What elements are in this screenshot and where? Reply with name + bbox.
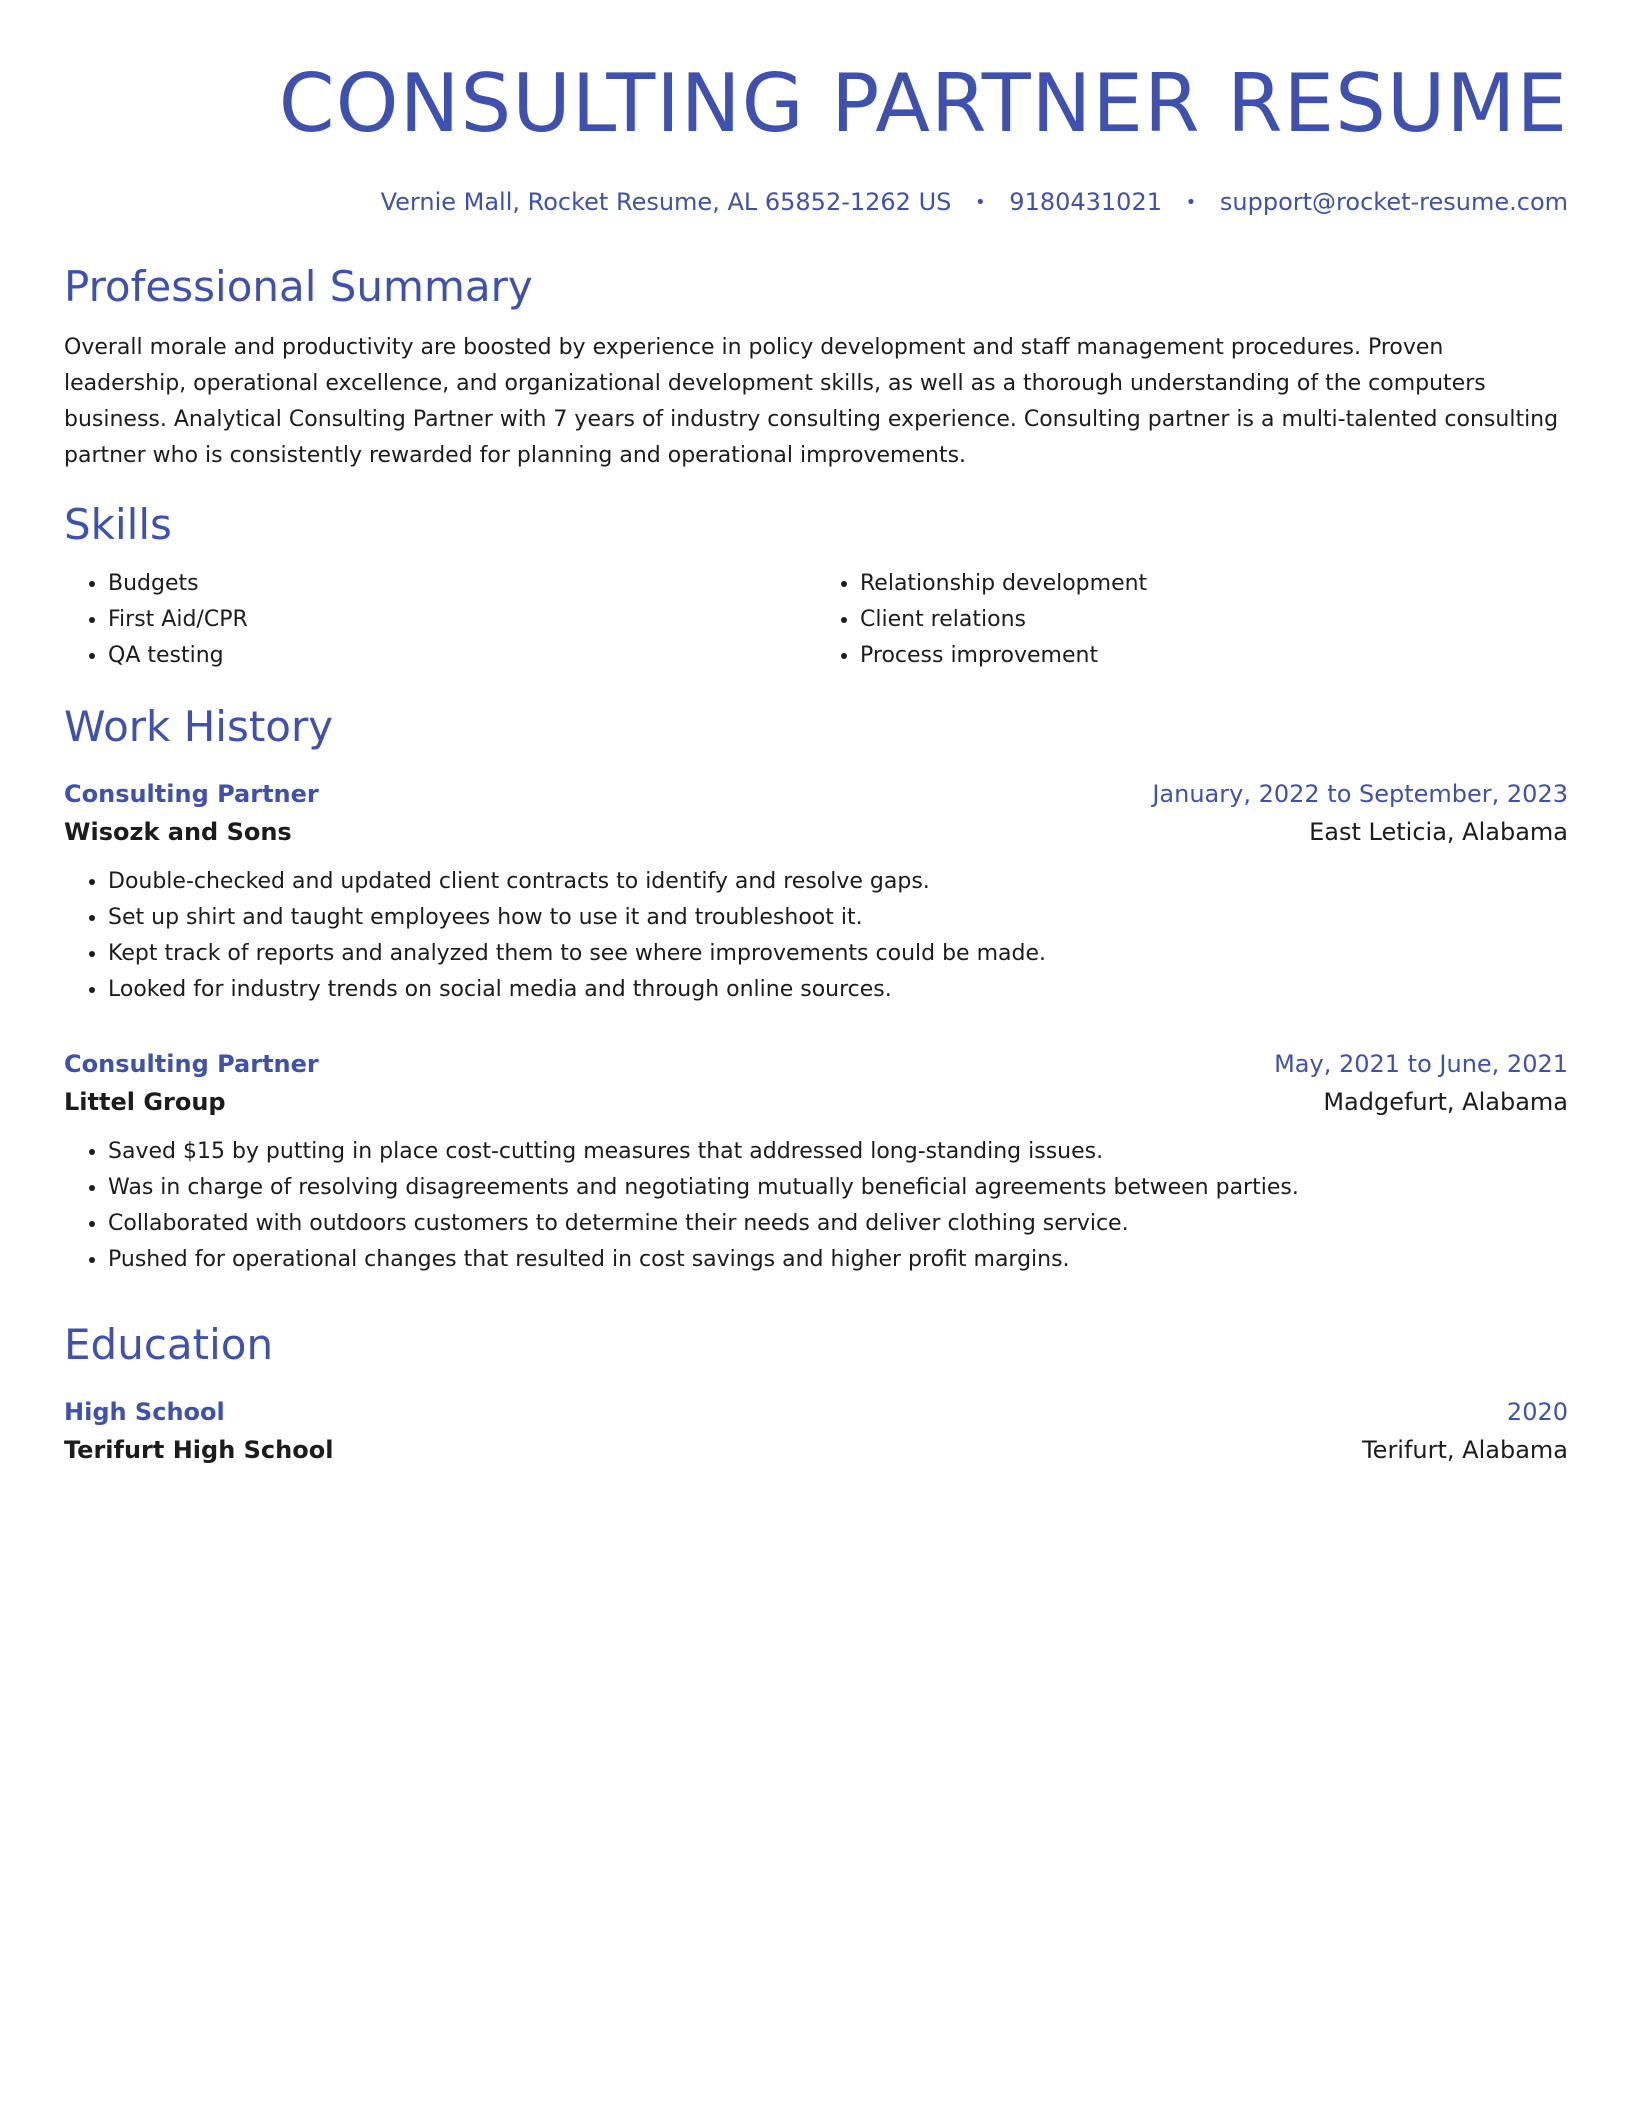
contact-separator: • — [975, 192, 986, 213]
job-bullet: • Set up shirt and taught employees how to use it and troubleshoot it. — [108, 900, 1568, 936]
skill-item: • Client relations — [860, 602, 1568, 638]
education-school: Terifurt High School — [64, 1436, 334, 1464]
contact-phone: 9180431021 — [1009, 188, 1162, 216]
contact-address: Vernie Mall, Rocket Resume, AL 65852-1262 US — [380, 188, 952, 216]
job-company-row — [64, 1082, 1568, 1122]
job-title-row — [64, 776, 1568, 812]
job-location: Madgefurt, Alabama — [1323, 1088, 1568, 1116]
skills-columns — [64, 566, 1568, 674]
skill-item: • QA testing — [108, 638, 816, 674]
job-bullets — [64, 1134, 1568, 1278]
contact-separator: • — [1185, 192, 1197, 213]
skills-list-right — [816, 566, 1568, 674]
job-bullet: • Double-checked and updated client contracts to identify and resolve gaps. — [108, 864, 1568, 900]
work-history-heading: Work History — [64, 702, 334, 751]
job-bullet: • Pushed for operational changes that resulted in cost savings and higher profit margins. — [108, 1242, 1568, 1278]
education-degree-row — [64, 1394, 1568, 1430]
job-company: Littel Group — [64, 1088, 226, 1116]
summary-text: Overall morale and productivity are boosted by experience in policy development and staff management procedures. Proven leadership, operational excellence, and organizational development skills, as well as a thorough understanding of the computers business. Analytical Consulting Partner with 7 years of industry consulting experience. Consulting partner is a multi-talented consulting partner who is consistently rewarded for planning and operational improvements. — [64, 335, 1559, 468]
job-company-row — [64, 812, 1568, 852]
job-title: Consulting Partner — [64, 1050, 319, 1078]
job-bullet: • Looked for industry trends on social media and through online sources. — [108, 972, 1568, 1008]
job-dates: January, 2022 to September, 2023 — [1152, 780, 1568, 808]
education-entry — [64, 1394, 1568, 1470]
skill-item: • Process improvement — [860, 638, 1568, 674]
job-bullet: • Kept track of reports and analyzed them to see where improvements could be made. — [108, 936, 1568, 972]
education-year: 2020 — [1506, 1398, 1568, 1426]
skills-section — [64, 498, 1568, 674]
education-section — [64, 1318, 1568, 1470]
job-company: Wisozk and Sons — [64, 818, 292, 846]
job-entry — [64, 1046, 1568, 1278]
job-location: East Leticia, Alabama — [1309, 818, 1568, 846]
education-heading: Education — [64, 1320, 274, 1369]
job-title: Consulting Partner — [64, 780, 319, 808]
skill-item: • First Aid/CPR — [108, 602, 816, 638]
job-dates: May, 2021 to June, 2021 — [1274, 1050, 1568, 1078]
skill-item: • Relationship development — [860, 566, 1568, 602]
work-history-section — [64, 700, 1568, 1278]
summary-section — [64, 260, 1568, 474]
skill-item: • Budgets — [108, 566, 816, 602]
education-degree: High School — [64, 1398, 225, 1426]
job-entry — [64, 776, 1568, 1008]
job-bullets — [64, 864, 1568, 1008]
contact-line — [64, 188, 1568, 216]
job-title-row — [64, 1046, 1568, 1082]
resume-title: CONSULTING PARTNER RESUME — [278, 57, 1568, 150]
resume-header — [64, 56, 1568, 216]
job-bullet: • Collaborated with outdoors customers to determine their needs and deliver clothing service. — [108, 1206, 1568, 1242]
summary-heading: Professional Summary — [64, 262, 533, 311]
skills-heading: Skills — [64, 500, 172, 549]
education-location: Terifurt, Alabama — [1362, 1436, 1568, 1464]
skills-list-left — [64, 566, 816, 674]
contact-email: support@rocket-resume.com — [1219, 188, 1568, 216]
job-bullet: • Was in charge of resolving disagreements and negotiating mutually beneficial agreements between parties. — [108, 1170, 1568, 1206]
education-school-row — [64, 1430, 1568, 1470]
job-bullet: • Saved $15 by putting in place cost-cutting measures that addressed long-standing issues. — [108, 1134, 1568, 1170]
